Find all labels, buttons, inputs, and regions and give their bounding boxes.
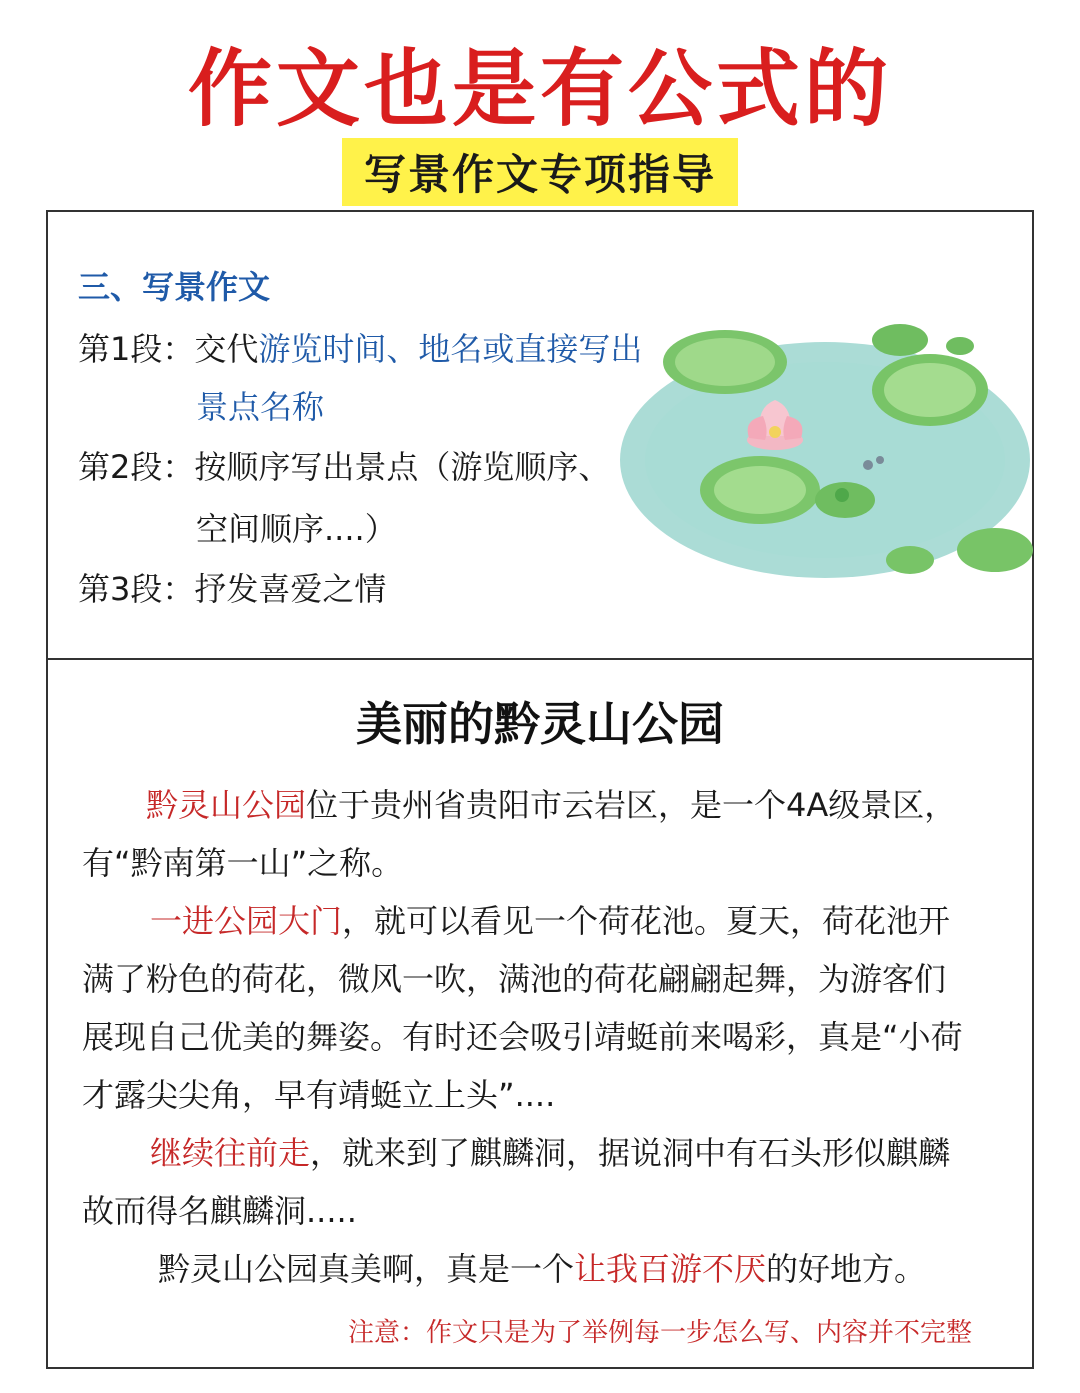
essay-p1-line2: 有“黔南第一山”之称。 (82, 844, 404, 882)
essay-title: 美丽的黔灵山公园 (356, 697, 724, 751)
essay-p2-rest: ，就可以看见一个荷花池。夏天，荷花池开 (342, 902, 951, 940)
essay-p1-rest: 位于贵州省贵阳市云岩区，是一个4A级景区， (306, 786, 957, 824)
guide-p2-text1: 按顺序写出景点（游览顺序、 (194, 448, 611, 486)
lotus-pond-illustration (610, 310, 1040, 590)
essay-p3-red: 继续往前走 (150, 1134, 311, 1172)
essay-note: 注意：作文只是为了举例每一步怎么写、内容并不完整 (348, 1318, 973, 1348)
guide-p2 (78, 442, 610, 488)
guide-p1-blue1: 游览时间、地名或直接写出 (258, 330, 643, 368)
guide-p2-label: 第2段： (78, 448, 195, 486)
essay-p2-line2: 满了粉色的荷花，微风一吹，满池的荷花翩翩起舞，为游客们 (82, 960, 947, 998)
subtitle: 写景作文专项指导 (342, 138, 738, 206)
guide-p1 (78, 324, 642, 370)
guide-p3 (78, 564, 386, 610)
essay-p4 (158, 1244, 926, 1290)
essay-p2-line1 (150, 896, 950, 942)
essay-p4-a: 黔灵山公园真美啊，真是一个 (158, 1250, 575, 1288)
essay-p3-rest: ，就来到了麒麟洞，据说洞中有石头形似麒麟 (310, 1134, 951, 1172)
guide-p3-text: 抒发喜爱之情 (194, 570, 387, 608)
essay-p2-red: 一进公园大门 (150, 902, 343, 940)
guide-p2-text2: 空间顺序....） (196, 510, 397, 548)
guide-p3-label: 第3段： (78, 570, 195, 608)
page-title: 作文也是有公式的 (187, 39, 892, 138)
guide-p1-plain: 交代 (194, 330, 259, 368)
guide-p1-blue2: 景点名称 (196, 388, 325, 426)
essay-p1-red: 黔灵山公园 (146, 786, 307, 824)
essay-p2-line4: 才露尖尖角，早有靖蜓立上头”.... (82, 1076, 556, 1114)
guide-heading: 三、写景作文 (78, 268, 271, 306)
essay-p4-red: 让我百游不厌 (574, 1250, 767, 1288)
essay-p4-b: 的好地方。 (766, 1250, 927, 1288)
essay-p1-line1 (146, 780, 956, 826)
guide-p1-label: 第1段： (78, 330, 195, 368)
essay-p2-line3: 展现自己优美的舞姿。有时还会吸引靖蜓前来喝彩，真是“小荷 (82, 1018, 963, 1056)
essay-p3-line2: 故而得名麒麟洞..... (82, 1192, 357, 1230)
essay-p3-line1 (150, 1128, 950, 1174)
